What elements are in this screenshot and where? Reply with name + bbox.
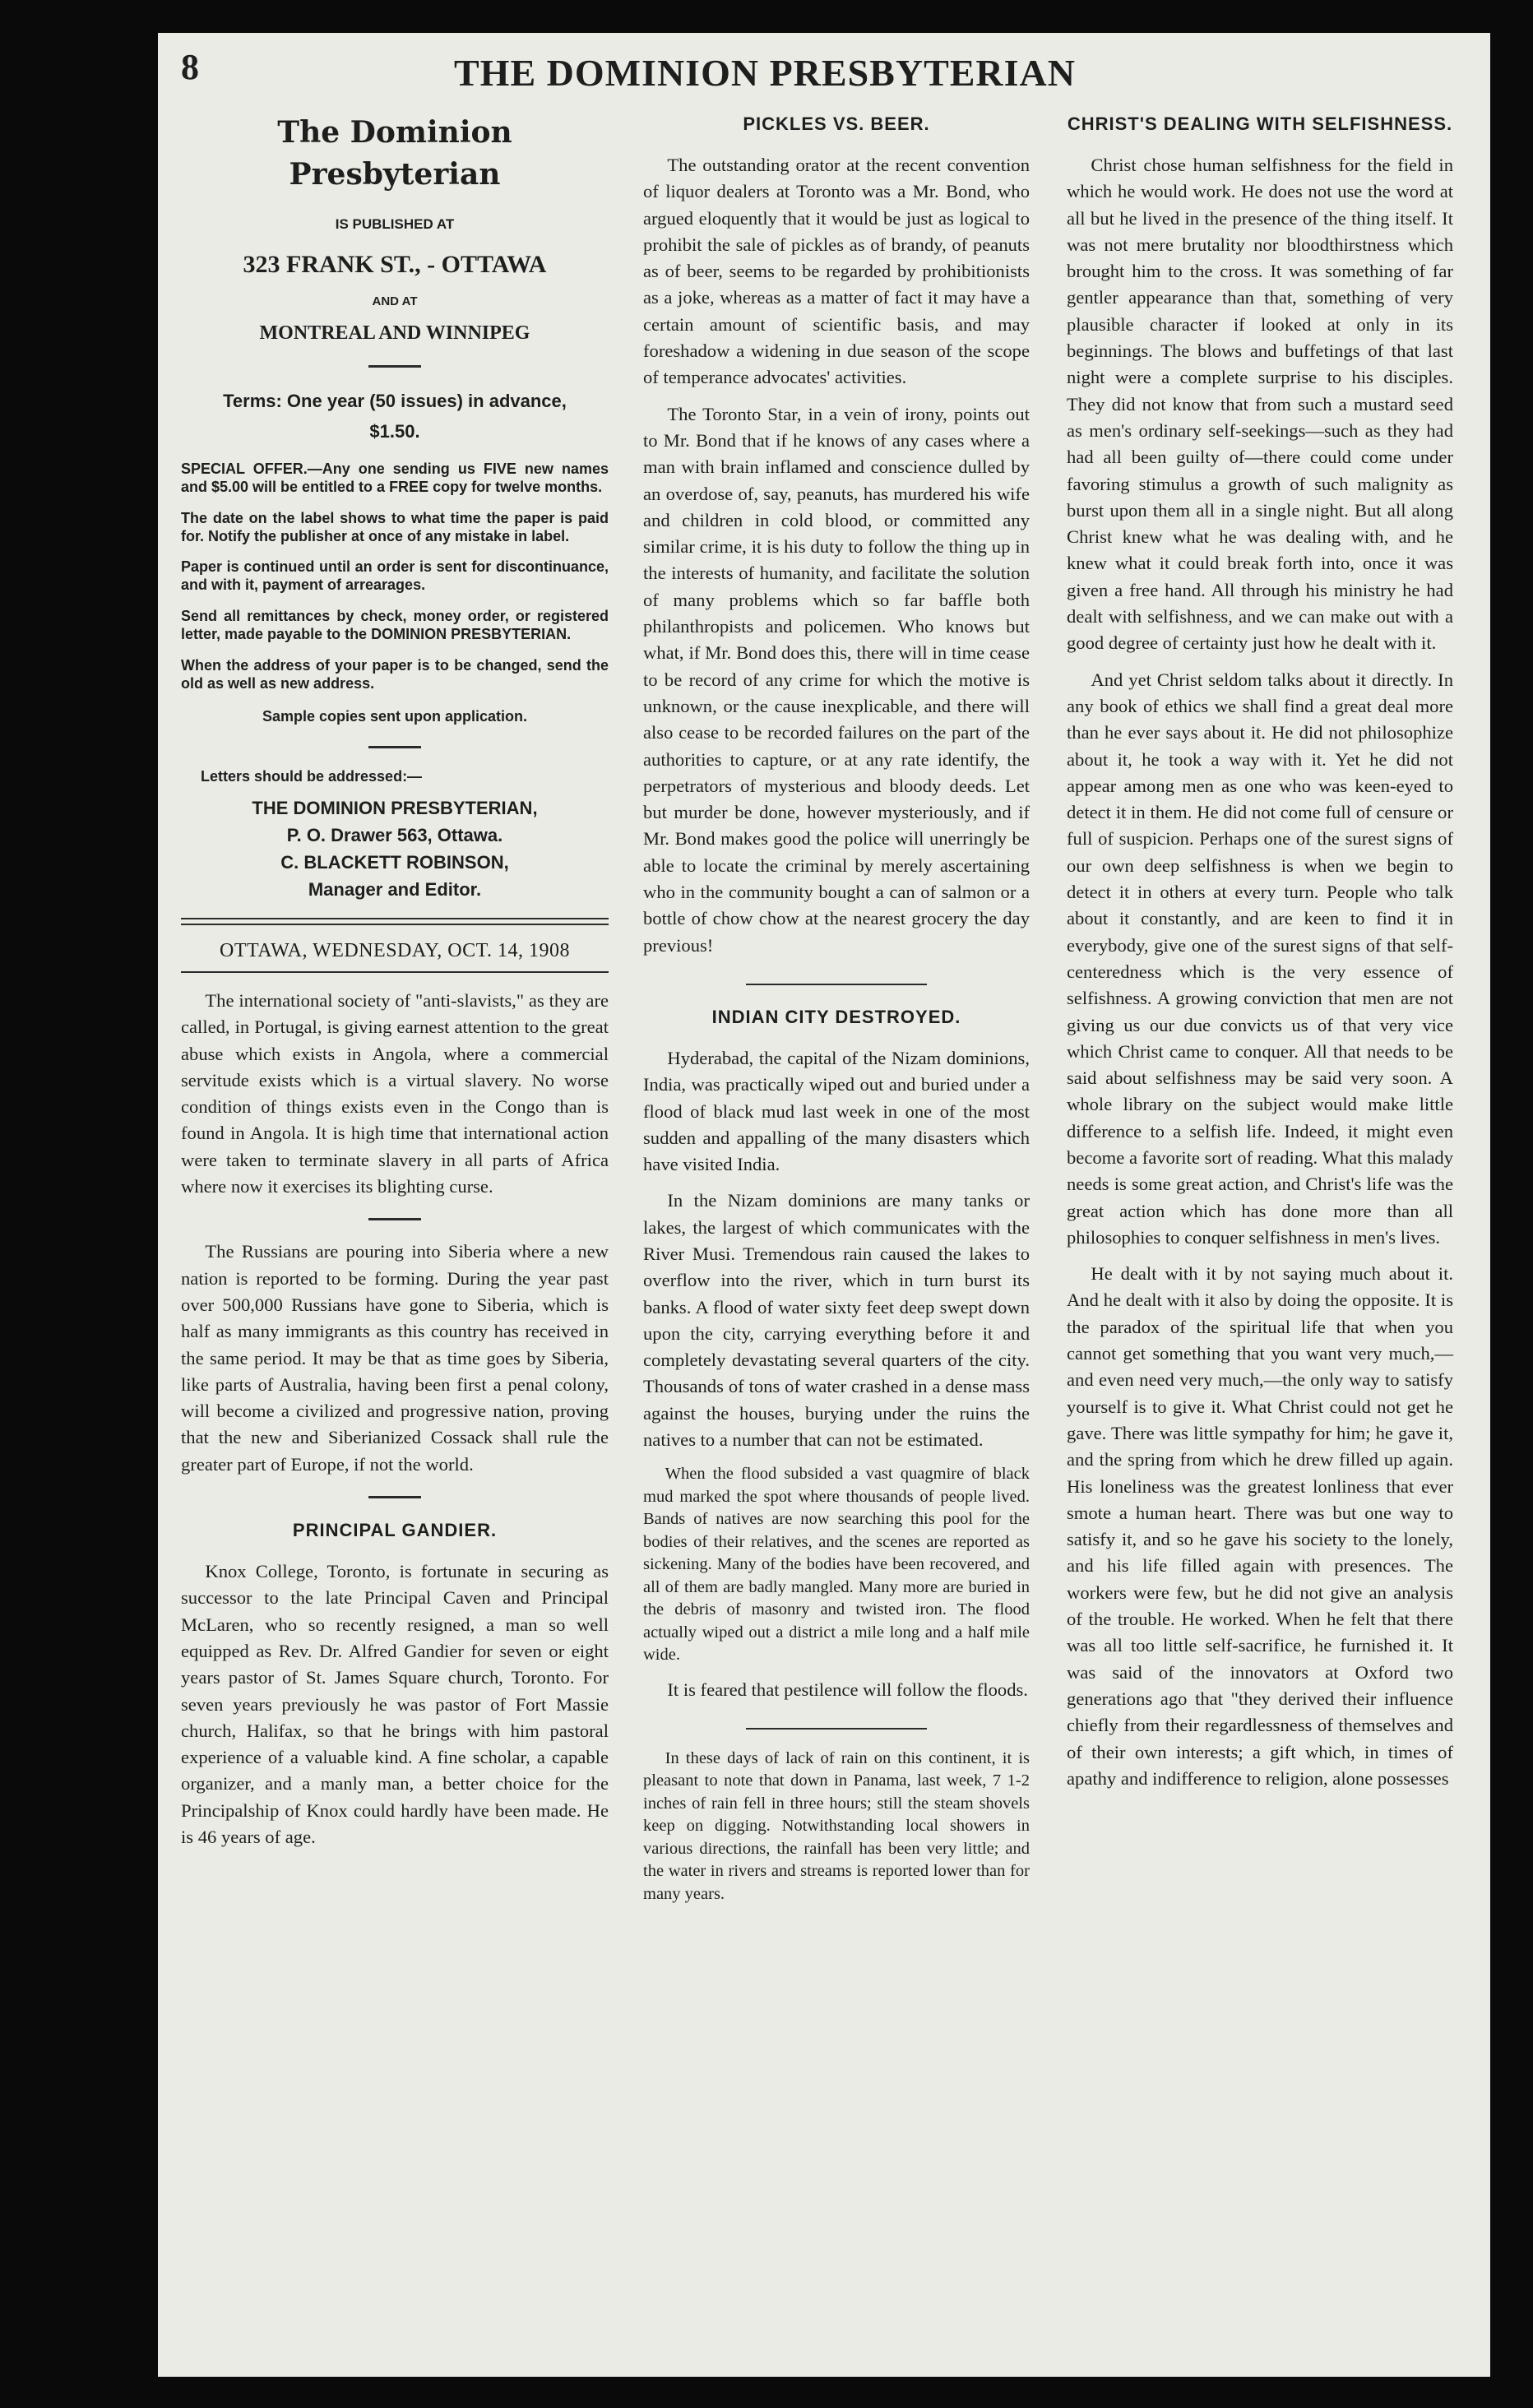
double-rule xyxy=(181,918,609,925)
divider xyxy=(368,365,421,368)
column-middle xyxy=(643,109,1030,1915)
dateline: OTTAWA, WEDNESDAY, OCT. 14, 1908 xyxy=(220,939,570,961)
article-selfishness-p2: And yet Christ seldom talks about it directly. In any book of ethics we shall find a great deal more than he ever says about it. He did not philosophize about it, he took a way with it. Yet he did not appear among men as one who was keen-eyed to detect it in them. He did not come full of censure or full of suspicion. Perhaps one of the surest signs of our own deep selfishness is when we begin to detect it in others at every turn. People who talk about it constantly, and are keen to find it in everybody, give one of the surest signs of that self-centeredness which is the very essence of selfishness. A growing conviction that men are not giving us our due convicts us of that very vice which Christ came to conquer. All that needs to be said about selfishness may be said very soon. A whole library on the subject would make little difference to a selfish life. Indeed, it might even become a favorite sort of reading. What this malady needs is some great action, and Christ's life was the great action which has done more than all philosophies to conquer selfishness in men's lives. xyxy=(1067,669,1453,1248)
newspaper-page xyxy=(158,33,1490,2377)
divider xyxy=(368,1218,421,1220)
article-selfishness-p1: Christ chose human selfishness for the field in which he would work. He does not use the word at all but he lived in the presence of the thing itself. It was not mere brutality nor bloodthirstness which brought him to the cross. It was something of far gentler appearance than that, something of very plausible character if looked at only in its beginnings. The blows and buffetings of that last night were a complete surprise to his disciples. They did not know that from such a mustard seed as men's ordinary self-seekings—such as they had had all been guilty of—there could come under favoring stimulus a growth of such malignity as burst upon them all in a single night. But all along Christ knew what he was dealing with, and he knew what it could break forth into, once it was given a free hand. All through his ministry he had dealt with selfishness, and we can make out with a good degree of certainty just how he dealt with it. xyxy=(1067,155,1453,654)
publisher-contact xyxy=(181,794,609,903)
article-selfishness-p3: He dealt with it by not saying much about it. And he dealt with it also by doing the opposite. It is the paradox of the spiritual life that when you cannot get something that you want very much,—and even need very much,—the only way to satisfy yourself is to give it. What Christ could not get he gave. There was little sympathy for him; he gave it, and the spring from which he drew filled up again. His loneliness was the greatest lonliness that ever smote a human heart. There was but one way to satisfy it, and so he gave his society to the lonely, and his life filled again with presences. The workers were few, but he did not give an analysis of the trouble. He worked. When he felt that there was all too little self-sacrifice, he furnished it. It was said of the innovators at Oxford two generations ago that "they derived their influence chiefly from their regardlessness of themselves and of their own interests; a gift which, in times of apathy and indifference to religion, alone possesses xyxy=(1067,1263,1453,1789)
masthead: The Dominion Presbyterian xyxy=(277,115,512,192)
editor-name: C. BLACKETT ROBINSON, xyxy=(280,851,509,873)
article-indian-p1: Hyderabad, the capital of the Nizam dominions, India, was practically wiped out and buried under a flood of black mud last week in one of the most sudden and appalling of the many disasters which have visited India. xyxy=(643,1047,1030,1175)
article-pickles-p2: The Toronto Star, in a vein of irony, points out to Mr. Bond that if he knows of any cases where a man with brain inflamed and conscience dulled by an overdose of, say, peanuts, has murdered his wife and children in cold blood, or committed any similar crime, it is his duty to follow the thing up in the interests of humanity, and facilitate the solution of many problems which so far baffle both philanthropists and policemen. Who knows but what, if Mr. Bond does this, there will in time cease to be record of any crime for which the motive is unknown, or the cause inexplicable, and there will also cease to be recorded failures on the part of the authorities to capture, or at any rate identify, the perpetrators of mysterious and bloody deeds. Let but murder be done, however mysteriously, and if Mr. Bond makes good the police will unerringly be able to locate the criminal by merely ascertaining who in the community bought a can of salmon or a bottle of chow chow at the nearest grocery the day previous! xyxy=(643,403,1030,956)
article-principal-gandier: Knox College, Toronto, is fortunate in securing as successor to the late Principal Caven and Principal McLaren, who so recently resigned, a man so well equipped as Rev. Dr. Alfred Gandier for seven or eight years pastor of St. James Square church, Toronto. For seven years previously he was pastor of Fort Massie church, Halifax, so that he brings with him pastoral experience of a valuable kind. A fine scholar, a capable organizer, and a manly man, a better choice for the Principalship of Knox could hardly have been made. He is 46 years of age. xyxy=(181,1561,609,1847)
headline-pickles-vs-beer: PICKLES VS. BEER. xyxy=(743,113,930,134)
column-right xyxy=(1067,109,1453,1802)
article-indian-p3: When the flood subsided a vast quagmire of black mud marked the spot where thousands of people lived. Bands of natives are now searching this pool for the bodies of their relatives, and the scenes are reported as sickening. Many of the bodies have been recovered, and all of them are badly mangled. Many more are buried in the debris of masonry and twisted iron. The flood actually wiped out a district a mile long and a half mile wide. xyxy=(643,1465,1030,1665)
notice-special-offer: SPECIAL OFFER.—Any one sending us FIVE new names and $5.00 will be entitled to a FREE copy for twelve months. xyxy=(181,460,609,495)
page-number: 8 xyxy=(181,47,199,87)
dateline-rule xyxy=(181,971,609,973)
article-antislavery: The international society of "anti-slavists," as they are called, in Portugal, is giving earnest attention to the great abuse which exists in Angola, where a commercial servitude exists which is a virtual slavery. No worse condition of things exists even in the Congo than is found in Angola. It is high time that international action were taken to terminate slavery in all parts of Africa where now it exercises its blighting curse. xyxy=(181,989,609,1197)
contact-box: P. O. Drawer 563, Ottawa. xyxy=(286,824,503,845)
notice-address-change: When the address of your paper is to be changed, send the old as well as new address. xyxy=(181,657,609,692)
divider xyxy=(368,1496,421,1498)
notice-discontinuance: Paper is continued until an order is sent for discontinuance, and with it, payment of arrearages. xyxy=(181,558,609,594)
divider xyxy=(368,746,421,748)
article-russians-siberia: The Russians are pouring into Siberia where a new nation is reported to be forming. During the year past over 500,000 Russians have gone to Siberia, which is half as many immigrants as this country has received in the same period. It may be that as time goes by Siberia, like parts of Australia, having been first a penal colony, will become a civilized and progressive nation, proving that the new and Siberianized Cossack shall rule the greater part of Europe, if not the world. xyxy=(181,1241,609,1475)
article-pickles-p1: The outstanding orator at the recent convention of liquor dealers at Toronto was a Mr. Bond, who argued eloquently that it would be just as logical to prohibit the sale of pickles as of brandy, of peanuts as of beer, seems to be regarded by prohibitionists as a joke, whereas as a matter of fact it may have a certain amount of scientific basis, and may foreshadow a widening in due season of the scope of temperance advocates' activities. xyxy=(643,155,1030,388)
office-address: 323 FRANK ST., - OTTAWA xyxy=(243,251,547,279)
contact-name: THE DOMINION PRESBYTERIAN, xyxy=(252,797,538,818)
and-at-label: AND AT xyxy=(372,294,418,309)
editor-title: Manager and Editor. xyxy=(308,878,482,900)
letters-addressed-label: Letters should be addressed:— xyxy=(201,767,423,785)
column-left xyxy=(181,109,609,1860)
notice-label-date: The date on the label shows to what time the paper is paid for. Notify the publisher at once of any mistake in label. xyxy=(181,509,609,544)
running-head: THE DOMINION PRESBYTERIAN xyxy=(454,52,1076,94)
headline-principal-gandier: PRINCIPAL GANDIER. xyxy=(292,1520,498,1541)
published-at-label: IS PUBLISHED AT xyxy=(335,215,455,232)
article-indian-p4: It is feared that pestilence will follow the floods. xyxy=(667,1679,1028,1700)
divider xyxy=(746,1728,927,1730)
article-panama-rain: In these days of lack of rain on this continent, it is pleasant to note that down in Panama, last week, 7 1-2 inches of rain fell in three hours; still the steam shovels keep on digging. Notwithstanding local showers in various directions, the rainfall has been very little; and the water in rivers and streams is reported lower than for many years. xyxy=(643,1748,1030,1903)
branch-cities: MONTREAL AND WINNIPEG xyxy=(259,322,530,344)
sample-copies-note: Sample copies sent upon application. xyxy=(262,708,528,725)
notice-remittances: Send all remittances by check, money order, or registered letter, made payable to the DOMINION PRESBYTERIAN. xyxy=(181,608,609,643)
divider xyxy=(746,984,927,985)
subscription-terms: Terms: One year (50 issues) in advance, $1.50. xyxy=(223,390,567,442)
headline-christs-dealing: CHRIST'S DEALING WITH SELFISHNESS. xyxy=(1067,113,1453,134)
headline-indian-city-destroyed: INDIAN CITY DESTROYED. xyxy=(711,1006,961,1027)
article-indian-p2: In the Nizam dominions are many tanks or lakes, the largest of which communicates with the River Musi. Tremendous rain caused the lakes to overflow into the river, which in turn burst its banks. A flood of water sixty feet deep swept down upon the city, carrying everything before it and completely devastating several quarters of the city. Thousands of tons of water crashed in a dense mass against the houses, burying under the ruins the natives to a number that can not be estimated. xyxy=(643,1190,1030,1451)
